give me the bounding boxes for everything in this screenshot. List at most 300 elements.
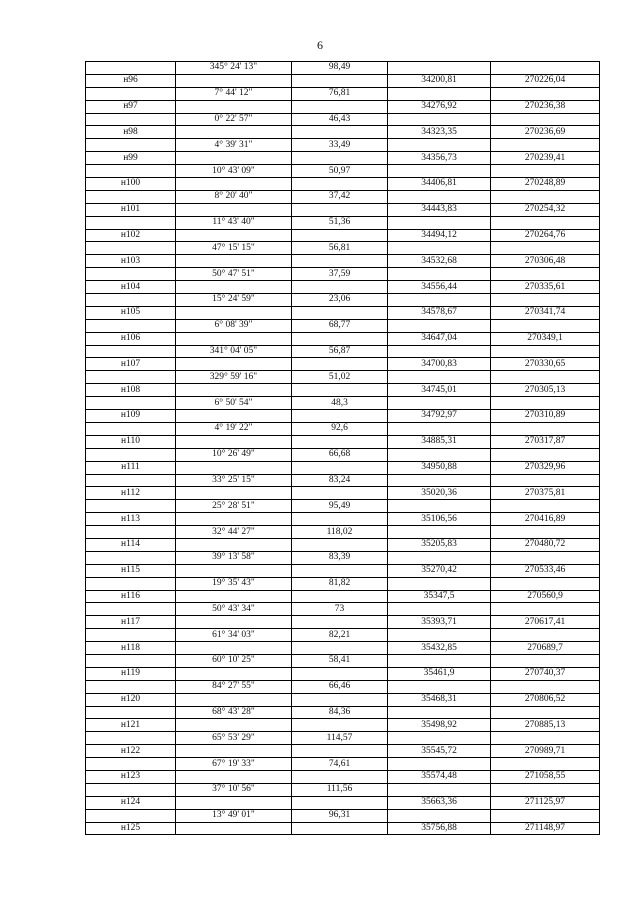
x-coordinate-cell xyxy=(388,706,491,719)
point-name-cell xyxy=(86,732,176,745)
y-coordinate-cell xyxy=(491,345,600,358)
point-name-cell xyxy=(86,577,176,590)
distance-cell: 111,56 xyxy=(292,783,388,796)
x-coordinate-cell: 34647,04 xyxy=(388,332,491,345)
table-row xyxy=(86,500,600,513)
direction-angle-cell xyxy=(176,796,292,809)
table-row xyxy=(86,422,600,435)
y-coordinate-cell xyxy=(491,113,600,126)
direction-angle-cell: 33° 25' 15" xyxy=(176,474,292,487)
y-coordinate-cell xyxy=(491,706,600,719)
point-name-cell xyxy=(86,422,176,435)
y-coordinate-cell xyxy=(491,809,600,822)
y-coordinate-cell: 270416,89 xyxy=(491,513,600,526)
x-coordinate-cell: 34700,83 xyxy=(388,358,491,371)
direction-angle-cell xyxy=(176,564,292,577)
direction-angle-cell: 32° 44' 27" xyxy=(176,526,292,539)
point-name-cell: н104 xyxy=(86,281,176,294)
distance-cell: 46,43 xyxy=(292,113,388,126)
table-row xyxy=(86,616,600,629)
y-coordinate-cell xyxy=(491,216,600,229)
distance-cell xyxy=(292,74,388,87)
y-coordinate-cell: 270806,52 xyxy=(491,693,600,706)
x-coordinate-cell xyxy=(388,758,491,771)
distance-cell: 73 xyxy=(292,603,388,616)
point-name-cell: н101 xyxy=(86,203,176,216)
direction-angle-cell xyxy=(176,332,292,345)
y-coordinate-cell: 270264,76 xyxy=(491,229,600,242)
x-coordinate-cell: 35574,48 xyxy=(388,770,491,783)
table-row xyxy=(86,603,600,616)
y-coordinate-cell: 270885,13 xyxy=(491,719,600,732)
y-coordinate-cell: 270317,87 xyxy=(491,435,600,448)
x-coordinate-cell xyxy=(388,474,491,487)
distance-cell: 84,36 xyxy=(292,706,388,719)
x-coordinate-cell: 34494,12 xyxy=(388,229,491,242)
direction-angle-cell xyxy=(176,152,292,165)
distance-cell xyxy=(292,616,388,629)
table-row xyxy=(86,113,600,126)
y-coordinate-cell: 270254,32 xyxy=(491,203,600,216)
distance-cell: 66,68 xyxy=(292,448,388,461)
y-coordinate-cell: 270226,04 xyxy=(491,74,600,87)
y-coordinate-cell xyxy=(491,474,600,487)
distance-cell: 68,77 xyxy=(292,319,388,332)
point-name-cell: н107 xyxy=(86,358,176,371)
direction-angle-cell xyxy=(176,74,292,87)
distance-cell: 81,82 xyxy=(292,577,388,590)
table-row xyxy=(86,410,600,423)
table-row xyxy=(86,126,600,139)
table-row xyxy=(86,294,600,307)
y-coordinate-cell xyxy=(491,629,600,642)
point-name-cell: н100 xyxy=(86,178,176,191)
table-row xyxy=(86,706,600,719)
x-coordinate-cell xyxy=(388,165,491,178)
x-coordinate-cell xyxy=(388,294,491,307)
table-row xyxy=(86,667,600,680)
point-name-cell: н111 xyxy=(86,461,176,474)
distance-cell xyxy=(292,332,388,345)
point-name-cell: н113 xyxy=(86,513,176,526)
x-coordinate-cell: 35461,9 xyxy=(388,667,491,680)
distance-cell: 118,02 xyxy=(292,526,388,539)
x-coordinate-cell xyxy=(388,783,491,796)
x-coordinate-cell xyxy=(388,654,491,667)
point-name-cell: н102 xyxy=(86,229,176,242)
y-coordinate-cell xyxy=(491,190,600,203)
direction-angle-cell: 345° 24' 13" xyxy=(176,62,292,75)
table-row xyxy=(86,178,600,191)
x-coordinate-cell xyxy=(388,242,491,255)
point-name-cell xyxy=(86,448,176,461)
distance-cell xyxy=(292,590,388,603)
y-coordinate-cell: 270560,9 xyxy=(491,590,600,603)
table-row xyxy=(86,397,600,410)
y-coordinate-cell: 270310,89 xyxy=(491,410,600,423)
direction-angle-cell: 39° 13' 58" xyxy=(176,551,292,564)
x-coordinate-cell xyxy=(388,500,491,513)
distance-cell xyxy=(292,306,388,319)
x-coordinate-cell: 34950,88 xyxy=(388,461,491,474)
table-row xyxy=(86,590,600,603)
direction-angle-cell: 15° 24' 59" xyxy=(176,294,292,307)
point-name-cell xyxy=(86,654,176,667)
point-name-cell xyxy=(86,139,176,152)
y-coordinate-cell: 271148,97 xyxy=(491,822,600,835)
y-coordinate-cell: 270533,46 xyxy=(491,564,600,577)
page-number: 6 xyxy=(317,38,323,52)
distance-cell: 56,87 xyxy=(292,345,388,358)
distance-cell xyxy=(292,461,388,474)
y-coordinate-cell: 270236,69 xyxy=(491,126,600,139)
x-coordinate-cell xyxy=(388,139,491,152)
y-coordinate-cell xyxy=(491,603,600,616)
x-coordinate-cell: 34276,92 xyxy=(388,100,491,113)
direction-angle-cell: 50° 47' 51" xyxy=(176,268,292,281)
y-coordinate-cell xyxy=(491,62,600,75)
distance-cell xyxy=(292,410,388,423)
point-name-cell: н112 xyxy=(86,487,176,500)
direction-angle-cell xyxy=(176,513,292,526)
distance-cell xyxy=(292,693,388,706)
x-coordinate-cell: 35205,83 xyxy=(388,538,491,551)
direction-angle-cell: 11° 43' 40" xyxy=(176,216,292,229)
distance-cell xyxy=(292,513,388,526)
distance-cell xyxy=(292,719,388,732)
point-name-cell xyxy=(86,809,176,822)
distance-cell xyxy=(292,770,388,783)
y-coordinate-cell xyxy=(491,500,600,513)
direction-angle-cell: 6° 08' 39" xyxy=(176,319,292,332)
table-row xyxy=(86,139,600,152)
y-coordinate-cell: 270740,37 xyxy=(491,667,600,680)
point-name-cell xyxy=(86,371,176,384)
direction-angle-cell xyxy=(176,306,292,319)
y-coordinate-cell xyxy=(491,577,600,590)
point-name-cell xyxy=(86,319,176,332)
distance-cell: 95,49 xyxy=(292,500,388,513)
direction-angle-cell: 4° 39' 31" xyxy=(176,139,292,152)
distance-cell xyxy=(292,178,388,191)
y-coordinate-cell xyxy=(491,397,600,410)
y-coordinate-cell: 270335,61 xyxy=(491,281,600,294)
direction-angle-cell: 50° 43' 34" xyxy=(176,603,292,616)
point-name-cell: н97 xyxy=(86,100,176,113)
table-row xyxy=(86,796,600,809)
point-name-cell: н122 xyxy=(86,745,176,758)
table-row xyxy=(86,577,600,590)
distance-cell xyxy=(292,822,388,835)
direction-angle-cell xyxy=(176,435,292,448)
x-coordinate-cell xyxy=(388,190,491,203)
point-name-cell xyxy=(86,113,176,126)
direction-angle-cell: 19° 35' 43" xyxy=(176,577,292,590)
direction-angle-cell: 8° 20' 40" xyxy=(176,190,292,203)
distance-cell xyxy=(292,203,388,216)
table-row xyxy=(86,642,600,655)
table-row xyxy=(86,74,600,87)
table-row xyxy=(86,242,600,255)
point-name-cell xyxy=(86,603,176,616)
direction-angle-cell xyxy=(176,358,292,371)
point-name-cell xyxy=(86,783,176,796)
table-row xyxy=(86,62,600,75)
distance-cell xyxy=(292,255,388,268)
x-coordinate-cell: 34792,97 xyxy=(388,410,491,423)
table-row xyxy=(86,332,600,345)
table-row xyxy=(86,165,600,178)
y-coordinate-cell xyxy=(491,680,600,693)
table-row xyxy=(86,822,600,835)
direction-angle-cell xyxy=(176,770,292,783)
x-coordinate-cell: 35545,72 xyxy=(388,745,491,758)
point-name-cell: н119 xyxy=(86,667,176,680)
distance-cell: 98,49 xyxy=(292,62,388,75)
x-coordinate-cell: 35106,56 xyxy=(388,513,491,526)
direction-angle-cell: 7° 44' 12" xyxy=(176,87,292,100)
distance-cell xyxy=(292,229,388,242)
direction-angle-cell xyxy=(176,178,292,191)
point-name-cell: н121 xyxy=(86,719,176,732)
table-row xyxy=(86,358,600,371)
distance-cell xyxy=(292,487,388,500)
y-coordinate-cell: 270305,13 xyxy=(491,384,600,397)
direction-angle-cell: 47° 15' 15" xyxy=(176,242,292,255)
y-coordinate-cell xyxy=(491,294,600,307)
point-name-cell xyxy=(86,500,176,513)
table-row xyxy=(86,152,600,165)
distance-cell xyxy=(292,384,388,397)
distance-cell: 23,06 xyxy=(292,294,388,307)
direction-angle-cell xyxy=(176,667,292,680)
x-coordinate-cell: 35663,36 xyxy=(388,796,491,809)
table-row xyxy=(86,538,600,551)
point-name-cell xyxy=(86,680,176,693)
distance-cell: 51,36 xyxy=(292,216,388,229)
x-coordinate-cell xyxy=(388,629,491,642)
y-coordinate-cell: 270248,89 xyxy=(491,178,600,191)
distance-cell: 66,46 xyxy=(292,680,388,693)
point-name-cell: н125 xyxy=(86,822,176,835)
coordinates-table-body xyxy=(86,62,600,835)
point-name-cell xyxy=(86,62,176,75)
y-coordinate-cell xyxy=(491,551,600,564)
direction-angle-cell: 13° 49' 01" xyxy=(176,809,292,822)
x-coordinate-cell xyxy=(388,448,491,461)
point-name-cell xyxy=(86,165,176,178)
x-coordinate-cell: 34556,44 xyxy=(388,281,491,294)
table-row xyxy=(86,384,600,397)
distance-cell: 37,59 xyxy=(292,268,388,281)
table-row xyxy=(86,783,600,796)
table-row xyxy=(86,745,600,758)
y-coordinate-cell: 270617,41 xyxy=(491,616,600,629)
x-coordinate-cell: 35393,71 xyxy=(388,616,491,629)
point-name-cell xyxy=(86,190,176,203)
direction-angle-cell xyxy=(176,384,292,397)
y-coordinate-cell: 271058,55 xyxy=(491,770,600,783)
y-coordinate-cell xyxy=(491,654,600,667)
direction-angle-cell xyxy=(176,487,292,500)
point-name-cell: н106 xyxy=(86,332,176,345)
table-row xyxy=(86,435,600,448)
point-name-cell xyxy=(86,629,176,642)
direction-angle-cell: 67° 19' 33" xyxy=(176,758,292,771)
direction-angle-cell xyxy=(176,719,292,732)
x-coordinate-cell xyxy=(388,732,491,745)
x-coordinate-cell xyxy=(388,551,491,564)
distance-cell: 92,6 xyxy=(292,422,388,435)
x-coordinate-cell xyxy=(388,113,491,126)
table-row xyxy=(86,461,600,474)
point-name-cell xyxy=(86,758,176,771)
point-name-cell: н120 xyxy=(86,693,176,706)
direction-angle-cell: 0° 22' 57" xyxy=(176,113,292,126)
direction-angle-cell: 61° 34' 03" xyxy=(176,629,292,642)
point-name-cell: н109 xyxy=(86,410,176,423)
point-name-cell xyxy=(86,526,176,539)
y-coordinate-cell xyxy=(491,732,600,745)
coordinates-table xyxy=(85,61,600,835)
direction-angle-cell: 37° 10' 56" xyxy=(176,783,292,796)
distance-cell xyxy=(292,667,388,680)
y-coordinate-cell xyxy=(491,422,600,435)
direction-angle-cell xyxy=(176,590,292,603)
y-coordinate-cell xyxy=(491,165,600,178)
distance-cell: 48,3 xyxy=(292,397,388,410)
x-coordinate-cell: 35468,31 xyxy=(388,693,491,706)
x-coordinate-cell xyxy=(388,268,491,281)
table-row xyxy=(86,448,600,461)
x-coordinate-cell xyxy=(388,216,491,229)
point-name-cell xyxy=(86,87,176,100)
table-row xyxy=(86,474,600,487)
distance-cell: 50,97 xyxy=(292,165,388,178)
table-row xyxy=(86,100,600,113)
table-row xyxy=(86,190,600,203)
distance-cell xyxy=(292,126,388,139)
distance-cell xyxy=(292,538,388,551)
direction-angle-cell xyxy=(176,100,292,113)
direction-angle-cell: 10° 43' 09" xyxy=(176,165,292,178)
table-row xyxy=(86,809,600,822)
table-row xyxy=(86,281,600,294)
distance-cell xyxy=(292,100,388,113)
table-row xyxy=(86,732,600,745)
distance-cell xyxy=(292,358,388,371)
distance-cell: 58,41 xyxy=(292,654,388,667)
x-coordinate-cell xyxy=(388,62,491,75)
x-coordinate-cell: 34406,81 xyxy=(388,178,491,191)
table-row xyxy=(86,693,600,706)
y-coordinate-cell: 271125,97 xyxy=(491,796,600,809)
y-coordinate-cell: 270989,71 xyxy=(491,745,600,758)
distance-cell: 56,81 xyxy=(292,242,388,255)
direction-angle-cell xyxy=(176,255,292,268)
direction-angle-cell xyxy=(176,126,292,139)
x-coordinate-cell: 35020,36 xyxy=(388,487,491,500)
y-coordinate-cell: 270236,38 xyxy=(491,100,600,113)
point-name-cell: н116 xyxy=(86,590,176,603)
x-coordinate-cell xyxy=(388,577,491,590)
x-coordinate-cell: 34323,35 xyxy=(388,126,491,139)
point-name-cell: н123 xyxy=(86,770,176,783)
distance-cell: 74,61 xyxy=(292,758,388,771)
direction-angle-cell xyxy=(176,745,292,758)
direction-angle-cell: 4° 19' 22" xyxy=(176,422,292,435)
x-coordinate-cell: 35347,5 xyxy=(388,590,491,603)
table-row xyxy=(86,216,600,229)
point-name-cell: н108 xyxy=(86,384,176,397)
direction-angle-cell: 65° 53' 29" xyxy=(176,732,292,745)
point-name-cell xyxy=(86,397,176,410)
y-coordinate-cell xyxy=(491,526,600,539)
distance-cell: 83,24 xyxy=(292,474,388,487)
y-coordinate-cell: 270480,72 xyxy=(491,538,600,551)
direction-angle-cell xyxy=(176,461,292,474)
distance-cell: 37,42 xyxy=(292,190,388,203)
point-name-cell xyxy=(86,216,176,229)
table-row xyxy=(86,770,600,783)
point-name-cell: н105 xyxy=(86,306,176,319)
distance-cell xyxy=(292,796,388,809)
table-row xyxy=(86,654,600,667)
table-row xyxy=(86,319,600,332)
direction-angle-cell xyxy=(176,538,292,551)
direction-angle-cell xyxy=(176,642,292,655)
point-name-cell: н96 xyxy=(86,74,176,87)
x-coordinate-cell: 34745,01 xyxy=(388,384,491,397)
y-coordinate-cell: 270330,65 xyxy=(491,358,600,371)
x-coordinate-cell xyxy=(388,422,491,435)
distance-cell xyxy=(292,435,388,448)
direction-angle-cell: 6° 50' 54" xyxy=(176,397,292,410)
table-row xyxy=(86,513,600,526)
point-name-cell: н115 xyxy=(86,564,176,577)
distance-cell: 76,81 xyxy=(292,87,388,100)
y-coordinate-cell: 270341,74 xyxy=(491,306,600,319)
direction-angle-cell xyxy=(176,229,292,242)
y-coordinate-cell: 270329,96 xyxy=(491,461,600,474)
table-row xyxy=(86,680,600,693)
x-coordinate-cell xyxy=(388,397,491,410)
y-coordinate-cell: 270375,81 xyxy=(491,487,600,500)
point-name-cell xyxy=(86,551,176,564)
point-name-cell xyxy=(86,706,176,719)
x-coordinate-cell xyxy=(388,809,491,822)
y-coordinate-cell: 270239,41 xyxy=(491,152,600,165)
direction-angle-cell xyxy=(176,822,292,835)
point-name-cell: н98 xyxy=(86,126,176,139)
distance-cell: 82,21 xyxy=(292,629,388,642)
table-row xyxy=(86,487,600,500)
point-name-cell: н118 xyxy=(86,642,176,655)
x-coordinate-cell: 34532,68 xyxy=(388,255,491,268)
table-row xyxy=(86,229,600,242)
y-coordinate-cell xyxy=(491,319,600,332)
distance-cell: 51,02 xyxy=(292,371,388,384)
direction-angle-cell: 341° 04' 05" xyxy=(176,345,292,358)
table-row xyxy=(86,87,600,100)
table-row xyxy=(86,551,600,564)
y-coordinate-cell xyxy=(491,448,600,461)
point-name-cell xyxy=(86,294,176,307)
point-name-cell: н103 xyxy=(86,255,176,268)
point-name-cell: н124 xyxy=(86,796,176,809)
x-coordinate-cell: 35756,88 xyxy=(388,822,491,835)
direction-angle-cell xyxy=(176,410,292,423)
